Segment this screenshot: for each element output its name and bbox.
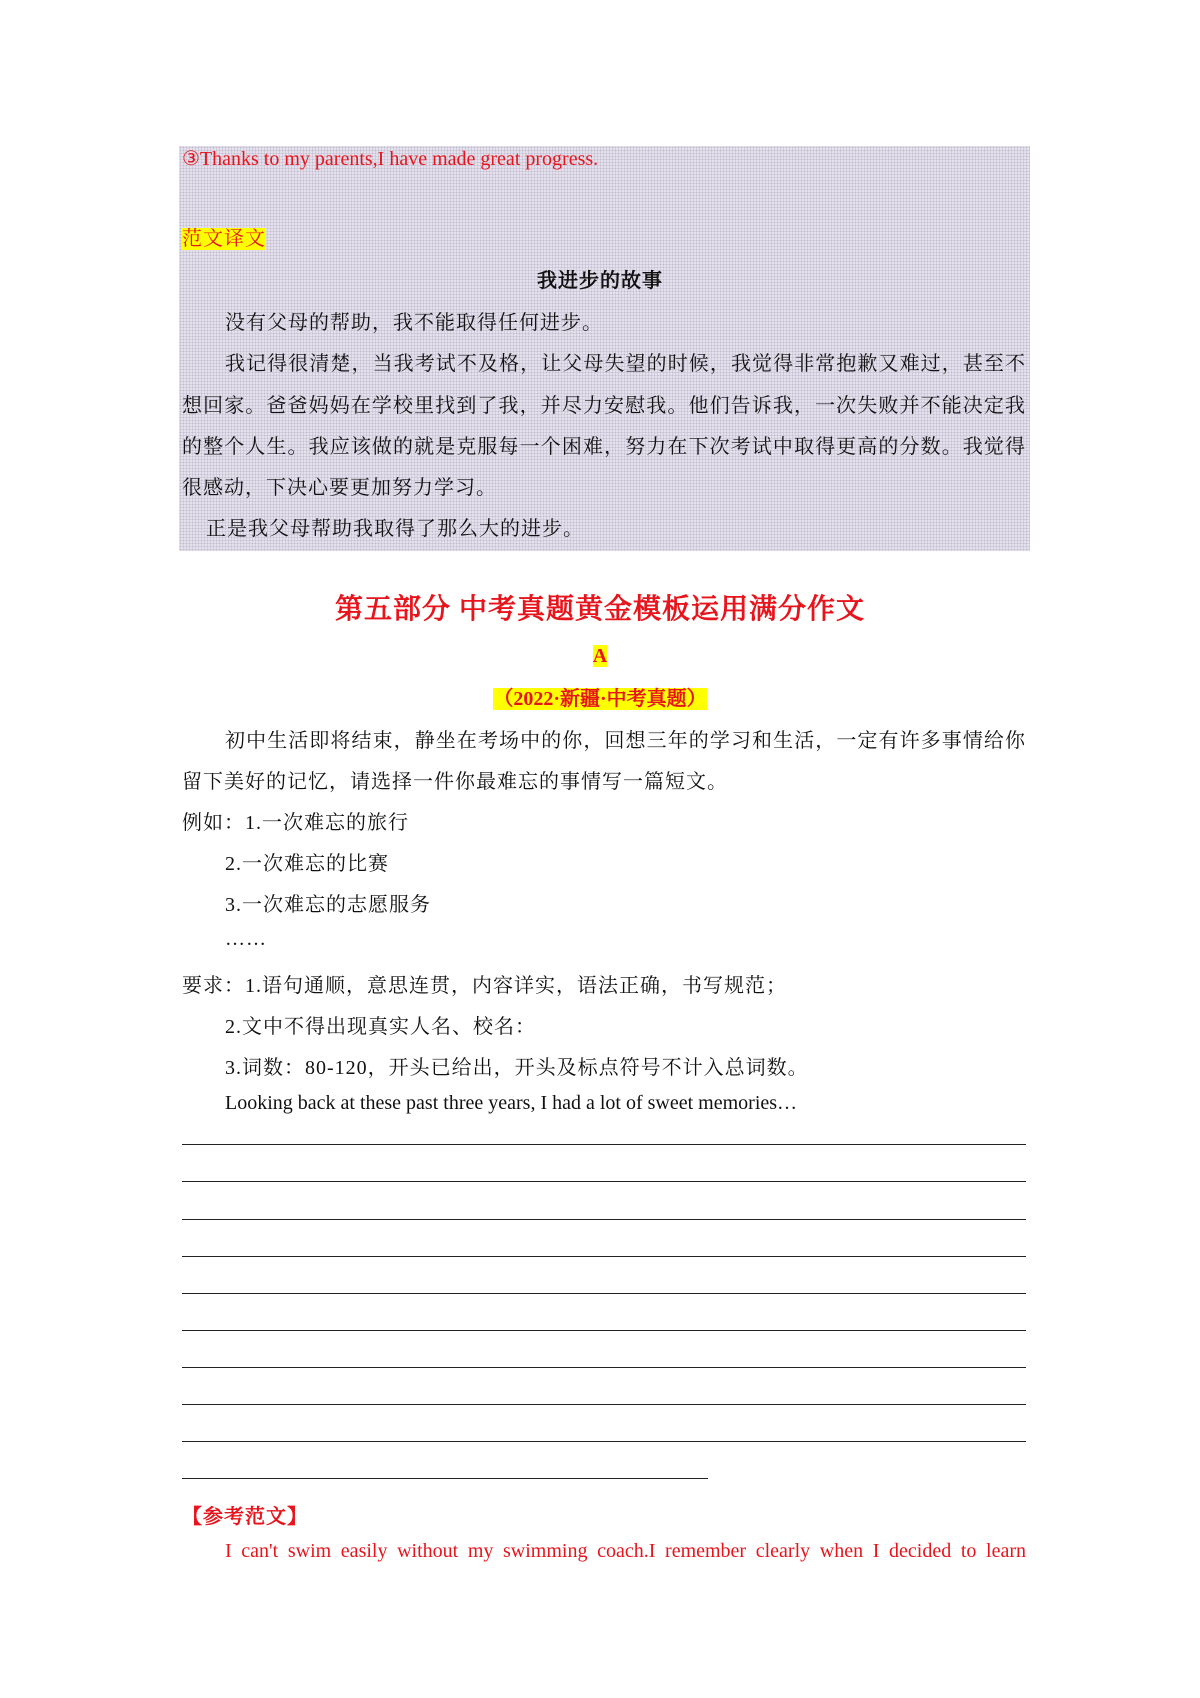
example-2: 2.一次难忘的比赛: [225, 853, 389, 875]
example-3: 3.一次难忘的志愿服务: [225, 894, 431, 916]
answer-label: 【参考范文】: [182, 1506, 308, 1528]
writing-line[interactable]: [182, 1478, 708, 1479]
translation-paragraph-3: 正是我父母帮助我取得了那么大的进步。: [206, 518, 584, 540]
requirement-1: 1.语句通顺，意思连贯，内容详实，语法正确，书写规范；: [245, 975, 787, 997]
section-title: 第五部分 中考真题黄金模板运用满分作文: [334, 594, 865, 625]
writing-line[interactable]: [182, 1293, 1026, 1294]
examples-row: [182, 806, 409, 835]
writing-line[interactable]: [182, 1256, 1026, 1257]
section-letter: A: [592, 645, 608, 667]
writing-line[interactable]: [182, 1181, 1026, 1182]
writing-line[interactable]: [182, 1219, 1026, 1220]
writing-line[interactable]: [182, 1367, 1026, 1368]
writing-line[interactable]: [182, 1404, 1026, 1405]
example-1: 1.一次难忘的旅行: [245, 812, 409, 834]
translation-paragraph-2-line-3: 的整个人生。我应该做的就是克服每一个困难，努力在下次考试中取得更高的分数。我觉得: [182, 436, 1026, 458]
examples-label: 例如：: [182, 812, 245, 834]
story-title: 我进步的故事: [537, 270, 663, 292]
translation-paragraph-2-line-4: 很感动，下决心要更加努力学习。: [182, 477, 497, 499]
requirement-3: 3.词数：80-120，开头已给出，开头及标点符号不计入总词数。: [225, 1057, 809, 1079]
translation-label: 范文译文: [182, 228, 266, 250]
requirements-label: 要求：: [182, 975, 245, 997]
answer-first-line: I can't swim easily without my swimming coach.I remember clearly when I decided to learn: [225, 1540, 1026, 1562]
example-ellipsis: ……: [225, 928, 267, 950]
source-tag: （2022·新疆·中考真题）: [493, 688, 707, 710]
translation-paragraph-2-line-1: 我记得很清楚，当我考试不及格，让父母失望的时候，我觉得非常抱歉又难过，甚至不: [225, 353, 1026, 375]
translation-paragraph-1: 没有父母的帮助，我不能取得任何进步。: [225, 312, 603, 334]
writing-line[interactable]: [182, 1330, 1026, 1331]
essay-opening: Looking back at these past three years, I had a lot of sweet memories…: [225, 1092, 798, 1114]
prompt-intro-line-2: 留下美好的记忆，请选择一件你最难忘的事情写一篇短文。: [182, 771, 728, 793]
writing-line[interactable]: [182, 1144, 1026, 1145]
requirement-2: 2.文中不得出现真实人名、校名：: [225, 1016, 536, 1038]
requirements-row: [182, 969, 787, 998]
prompt-intro-line-1: 初中生活即将结束，静坐在考场中的你，回想三年的学习和生活，一定有许多事情给你: [225, 730, 1026, 752]
translation-paragraph-2-line-2: 想回家。爸爸妈妈在学校里找到了我，并尽力安慰我。他们告诉我，一次失败并不能决定我: [182, 395, 1026, 417]
sample-line-3: ③Thanks to my parents,I have made great progress.: [182, 148, 599, 170]
writing-line[interactable]: [182, 1441, 1026, 1442]
